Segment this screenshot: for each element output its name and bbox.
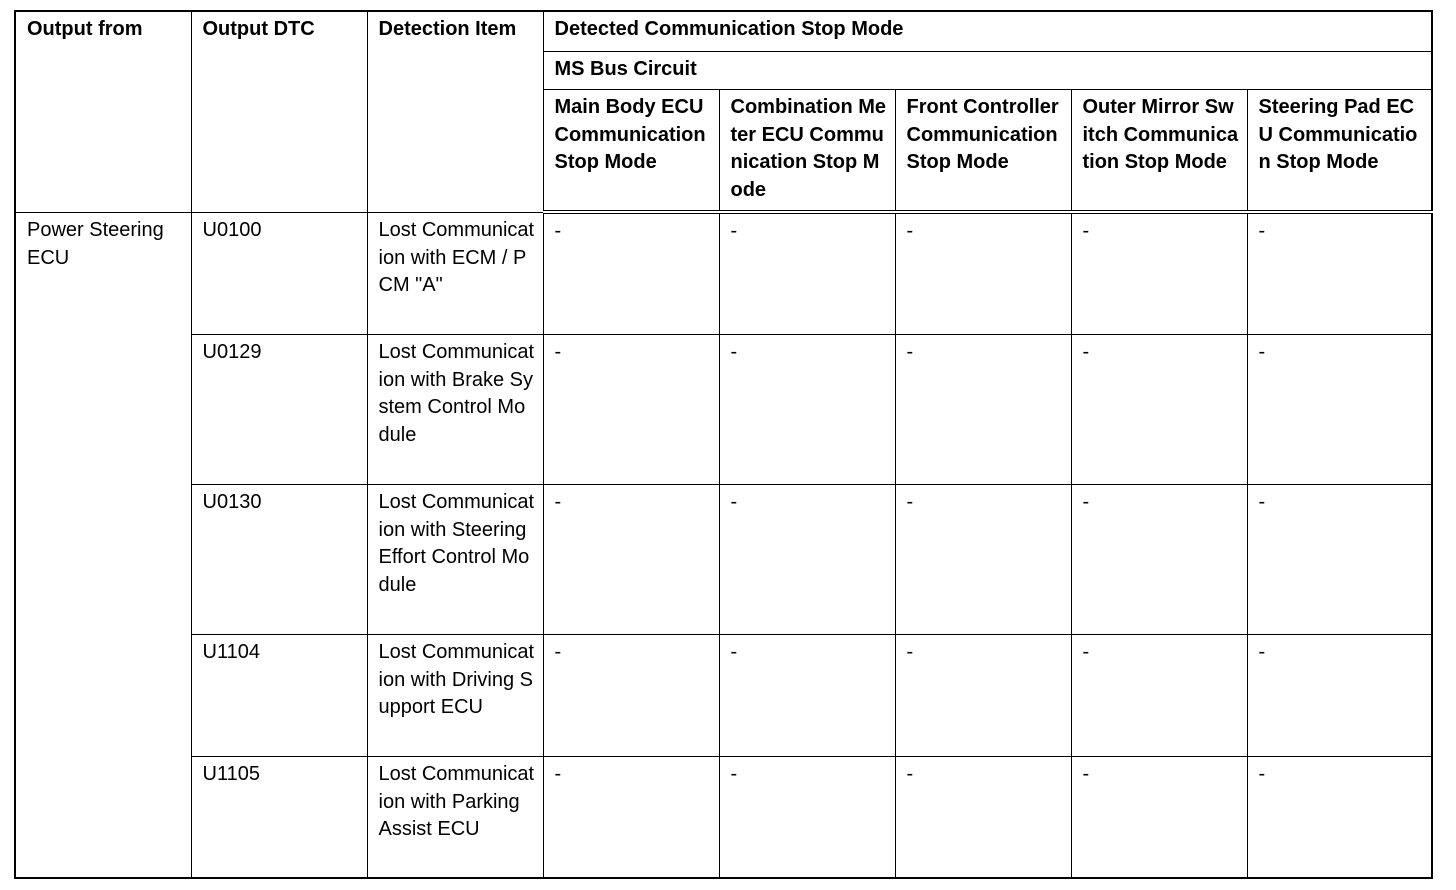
header-detected-stop-mode: Detected Communication Stop Mode [543,11,1432,51]
table-row [15,334,1432,484]
cell-mode: - [1247,756,1432,878]
cell-mode: - [895,212,1071,334]
cell-mode: - [1071,756,1247,878]
table-row [15,634,1432,756]
cell-dtc: U1104 [191,634,367,756]
cell-mode: - [1071,212,1247,334]
cell-mode: - [1247,212,1432,334]
cell-detection-item: Lost Communication with Steering Effort Control Module [367,484,543,634]
cell-mode: - [1247,634,1432,756]
header-front-controller-mode: Front Controller Communication Stop Mode [895,90,1071,213]
cell-mode: - [895,756,1071,878]
header-output-from: Output from [15,11,191,212]
table-row [15,484,1432,634]
cell-mode: - [543,484,719,634]
cell-mode: - [543,634,719,756]
cell-dtc: U0129 [191,334,367,484]
cell-output-from: Power Steering ECU [15,212,191,878]
header-detection-item: Detection Item [367,11,543,212]
cell-dtc: U0100 [191,212,367,334]
cell-mode: - [719,212,895,334]
table-header [15,11,1432,212]
cell-dtc: U0130 [191,484,367,634]
cell-mode: - [719,334,895,484]
table-body [15,212,1432,878]
dtc-table [14,10,1433,879]
cell-dtc: U1105 [191,756,367,878]
cell-mode: - [895,484,1071,634]
cell-detection-item: Lost Communication with Parking Assist ECU [367,756,543,878]
cell-mode: - [1071,634,1247,756]
cell-mode: - [543,756,719,878]
header-main-body-ecu-mode: Main Body ECU Communication Stop Mode [543,90,719,213]
header-steering-pad-ecu-mode: Steering Pad ECU Communication Stop Mode [1247,90,1432,213]
cell-mode: - [895,334,1071,484]
cell-mode: - [1071,484,1247,634]
cell-mode: - [543,334,719,484]
table-row [15,756,1432,878]
cell-mode: - [1247,484,1432,634]
cell-mode: - [719,756,895,878]
cell-mode: - [719,484,895,634]
header-ms-bus-circuit: MS Bus Circuit [543,51,1432,90]
cell-mode: - [1071,334,1247,484]
cell-mode: - [543,212,719,334]
header-outer-mirror-switch-mode: Outer Mirror Switch Communication Stop Mode [1071,90,1247,213]
header-output-dtc: Output DTC [191,11,367,212]
cell-detection-item: Lost Communication with ECM / PCM "A" [367,212,543,334]
cell-detection-item: Lost Communication with Driving Support ECU [367,634,543,756]
cell-mode: - [719,634,895,756]
cell-mode: - [895,634,1071,756]
header-combination-meter-ecu-mode: Combination Meter ECU Communication Stop Mode [719,90,895,213]
table-row [15,212,1432,334]
cell-detection-item: Lost Communication with Brake System Control Module [367,334,543,484]
cell-mode: - [1247,334,1432,484]
